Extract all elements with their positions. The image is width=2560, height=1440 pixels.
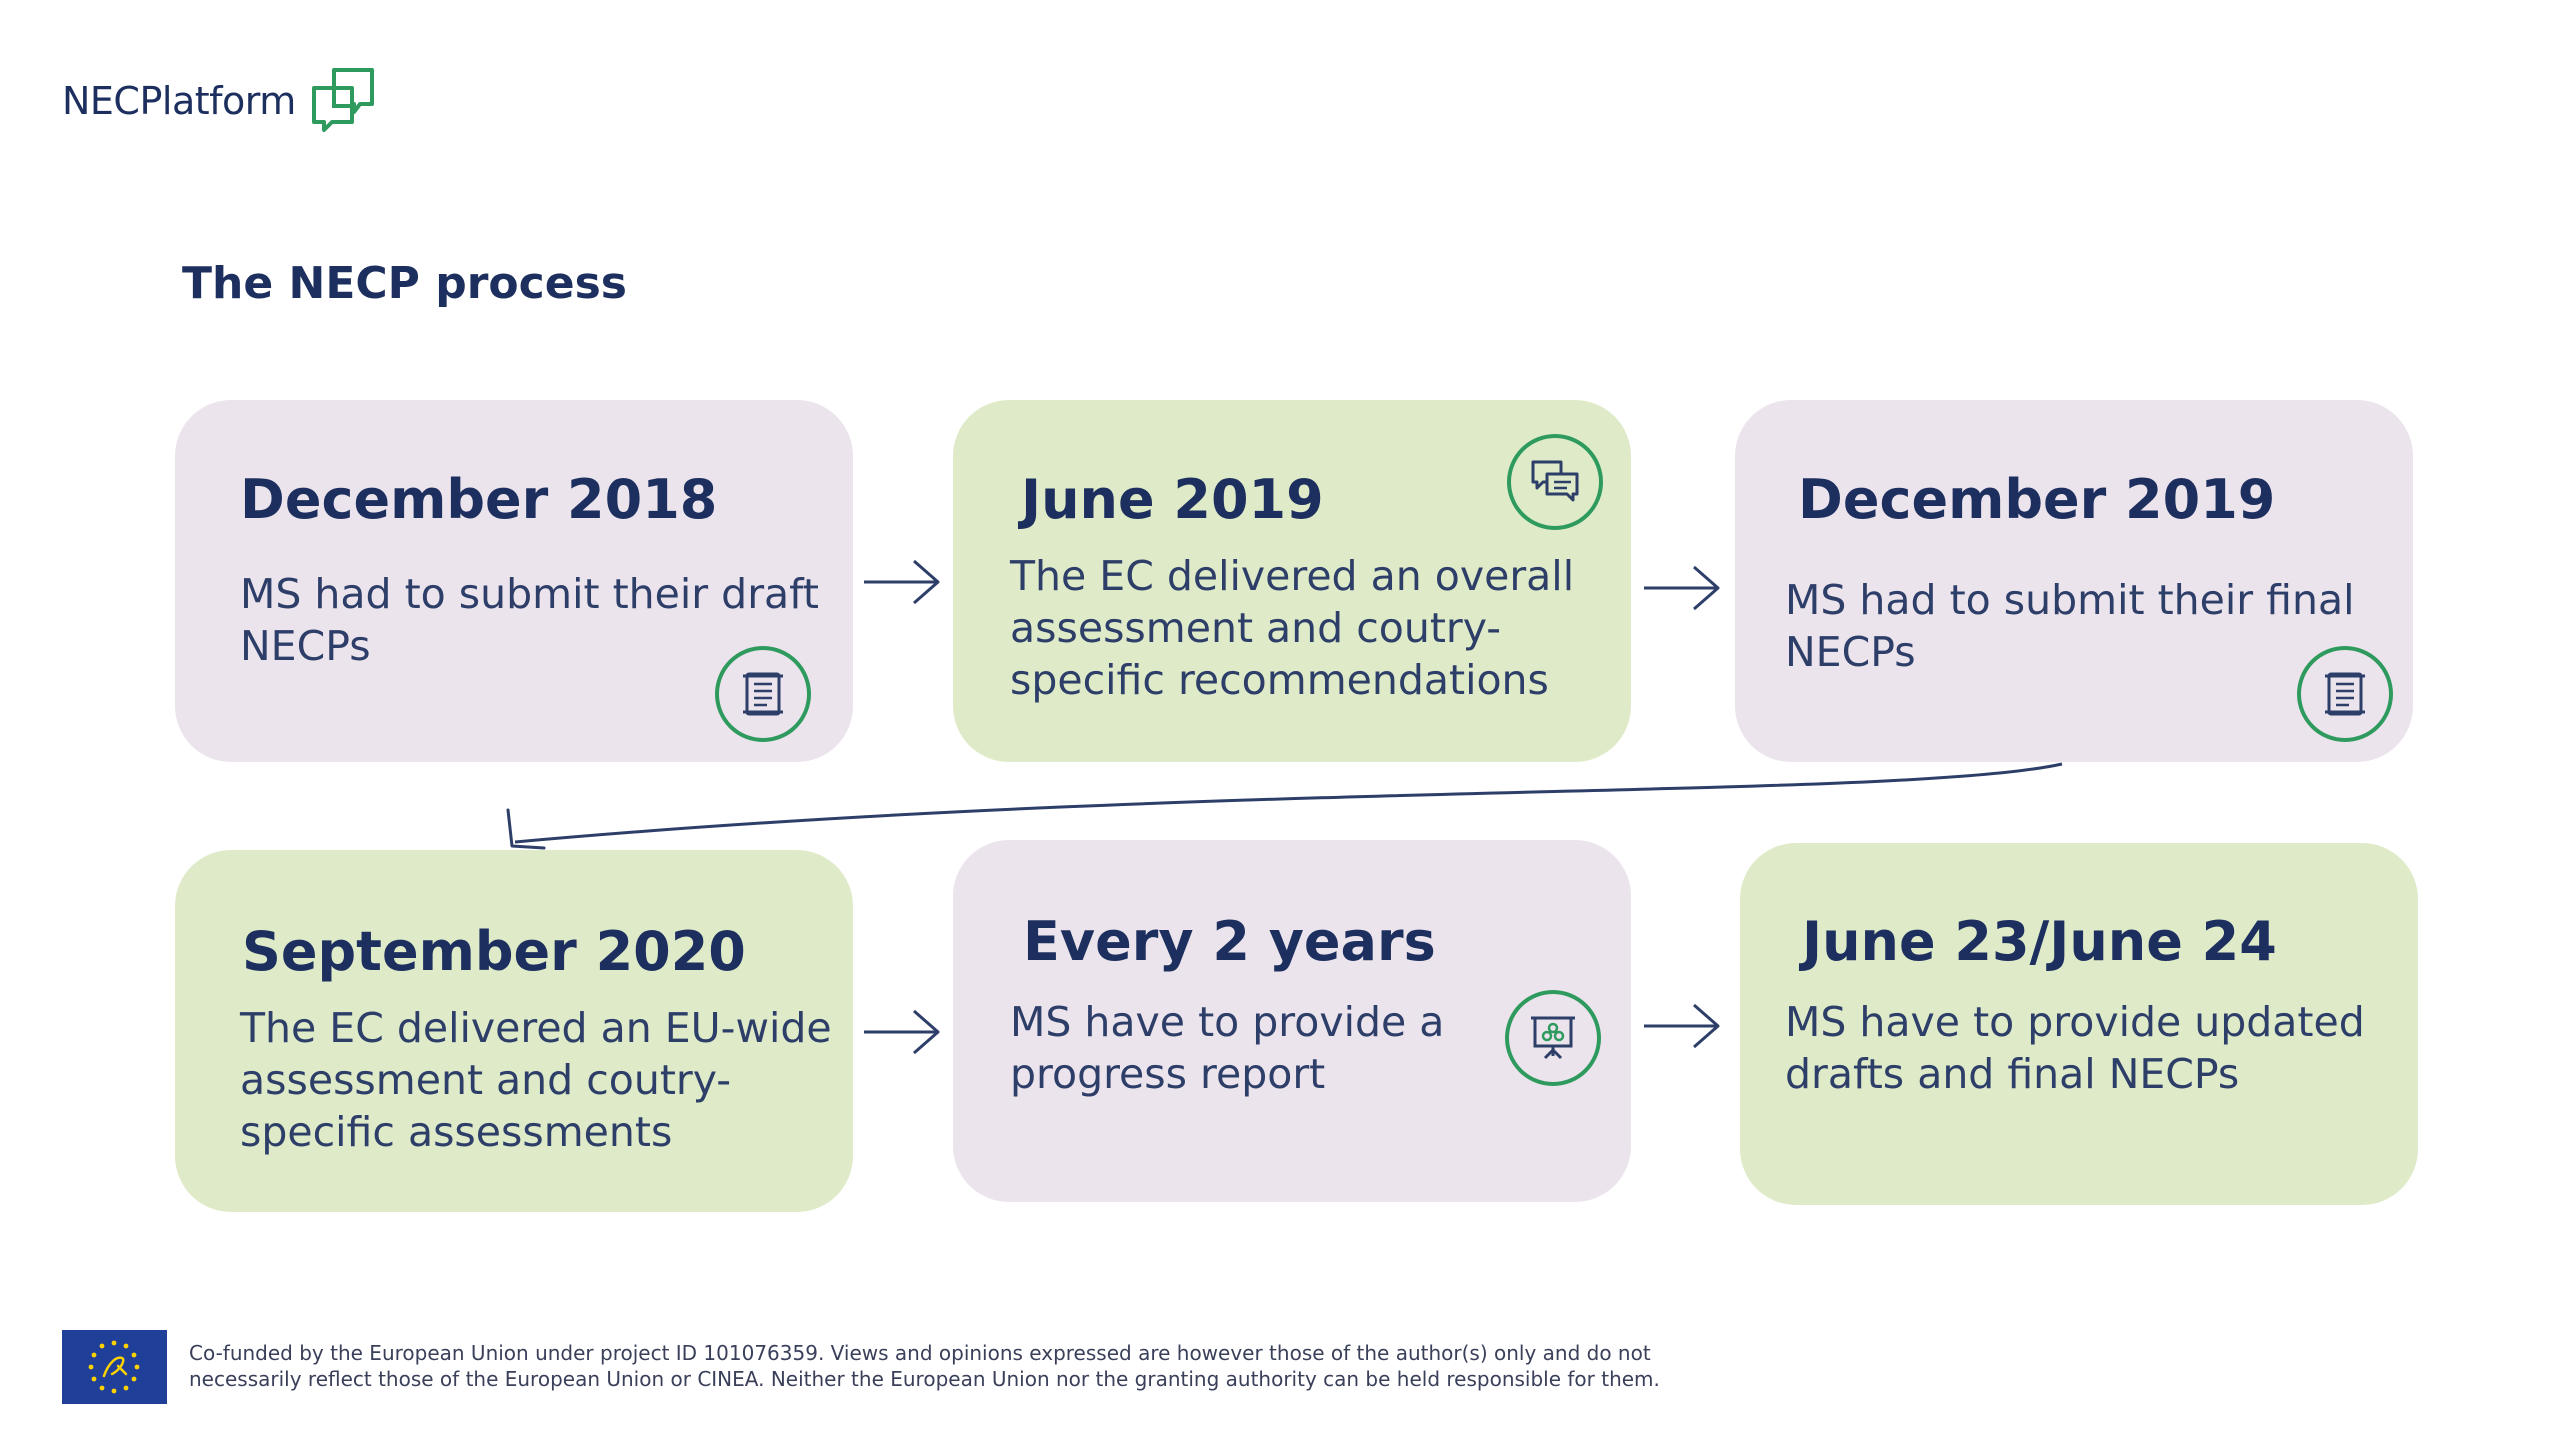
arrow-right-icon bbox=[1642, 564, 1722, 612]
card-text: MS had to submit their draft NECPs bbox=[240, 570, 819, 670]
card-date: December 2018 bbox=[240, 468, 718, 531]
footer-disclaimer bbox=[189, 1340, 1839, 1392]
card-text: The EC delivered an EU-wide assessment and coutry-specific assessments bbox=[240, 1004, 832, 1156]
timeline-card-september-2020 bbox=[175, 850, 853, 1212]
card-text: MS had to submit their final NECPs bbox=[1785, 576, 2355, 676]
arrow-right-icon bbox=[1642, 1002, 1722, 1050]
card-date: December 2019 bbox=[1798, 468, 2276, 531]
card-date: June 2019 bbox=[1021, 468, 1324, 531]
footer-line-2: necessarily reflect those of the European Union or CINEA. Neither the European Union nor the granting authority can be held responsible for them. bbox=[189, 1367, 1660, 1391]
arrow-right-icon bbox=[862, 558, 942, 606]
chat-bubbles-icon bbox=[1507, 434, 1603, 530]
card-date: September 2020 bbox=[242, 920, 746, 983]
page-title: The NECP process bbox=[182, 258, 627, 309]
footer-line-1: Co-funded by the European Union under project ID 101076359. Views and opinions expressed are however those of the author(s) only and do not bbox=[189, 1341, 1651, 1365]
timeline-card-december-2018 bbox=[175, 400, 853, 762]
timeline-card-june-2019 bbox=[953, 400, 1631, 762]
card-date: June 23/June 24 bbox=[1802, 910, 2277, 973]
timeline-card-every-2-years bbox=[953, 840, 1631, 1202]
timeline-card-june-23-june-24 bbox=[1740, 843, 2418, 1205]
eu-life-flag-icon bbox=[62, 1330, 167, 1404]
document-scroll-icon bbox=[715, 646, 811, 742]
timeline-card-december-2019 bbox=[1735, 400, 2413, 762]
card-text: MS have to provide updated drafts and final NECPs bbox=[1785, 998, 2365, 1098]
arrow-right-icon bbox=[862, 1008, 942, 1056]
card-text: MS have to provide a progress report bbox=[1010, 998, 1445, 1098]
card-date: Every 2 years bbox=[1023, 910, 1436, 973]
document-scroll-icon bbox=[2297, 646, 2393, 742]
card-text: The EC delivered an overall assessment and coutry-specific recommendations bbox=[1010, 552, 1575, 704]
footer bbox=[62, 1330, 1839, 1404]
logo-text: NECPlatform bbox=[62, 79, 296, 123]
presentation-board-icon bbox=[1505, 990, 1601, 1086]
